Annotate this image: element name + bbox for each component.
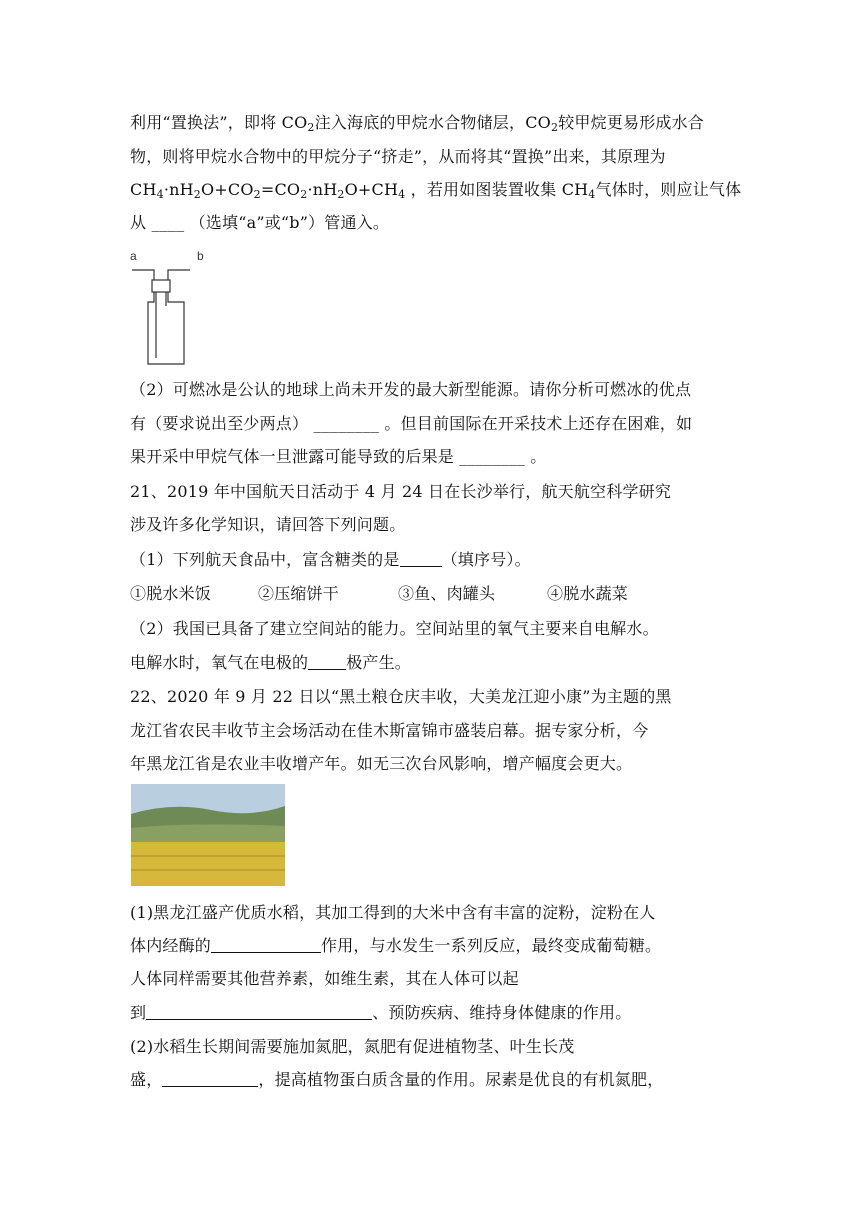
answer-blank[interactable] xyxy=(400,550,442,567)
question-22-heading: 22、2020 年 9 月 22 日以“黑土粮仓庆丰收，大美龙江迎小康”为主题的黑 xyxy=(130,687,672,706)
text-segment: 利用“置换法”，即将 CO xyxy=(130,113,308,132)
text-line xyxy=(130,112,740,139)
text-line: （2）可燃冰是公认的地球上尚未开发的最大新型能源。请你分析可燃冰的优点 xyxy=(130,380,692,399)
stopper xyxy=(152,280,170,292)
text-segment: ·nH xyxy=(307,180,338,199)
subscript: 2 xyxy=(300,188,308,201)
answer-blank[interactable]: ________ xyxy=(313,414,380,433)
text-segment: 电解水时，氧气在电极的 xyxy=(130,653,309,672)
text-line: 人体同样需要其他营养素，如维生素，其在人体可以起 xyxy=(130,969,519,988)
text-segment: 。但目前国际在开采技术上还存在困难，如 xyxy=(379,414,693,433)
subscript: 2 xyxy=(253,188,261,201)
option-4: ④脱水蔬菜 xyxy=(547,584,629,603)
text-segment: 。 xyxy=(524,447,547,466)
tube-b-label: b xyxy=(197,249,204,263)
text-line: (1)黑龙江盛产优质水稻，其加工得到的大米中含有丰富的淀粉，淀粉在人 xyxy=(130,903,656,922)
subscript: 4 xyxy=(156,188,164,201)
text-segment: O+CH xyxy=(344,180,399,199)
subscript: 2 xyxy=(193,188,201,201)
text-segment: 到 xyxy=(130,1003,147,1022)
text-line xyxy=(130,446,740,468)
text-line: 年黑龙江省是农业丰收增产年。如无三次台风影响，增产幅度会更大。 xyxy=(130,754,633,773)
tube-a xyxy=(132,270,154,280)
text-line xyxy=(130,413,740,435)
text-segment: 果开采中甲烷气体一旦泄露可能导致的后果是 xyxy=(130,447,460,466)
text-segment: 从 xyxy=(130,213,152,232)
text-line: 龙江省农民丰收节主会场活动在佳木斯富锦市盛装启幕。据专家分析，今 xyxy=(130,721,649,740)
tube-a-label: a xyxy=(130,249,137,263)
crop-field xyxy=(131,842,285,886)
question-21-heading: 21、2019 年中国航天日活动于 4 月 24 日在长沙举行，航天航空科学研究 xyxy=(130,482,672,501)
subscript: 2 xyxy=(337,188,345,201)
option-3: ③鱼、肉罐头 xyxy=(398,584,496,603)
text-line xyxy=(130,935,740,957)
text-segment: 注入海底的甲烷水合物储层，CO xyxy=(314,113,551,132)
text-segment: ·nH xyxy=(163,180,194,199)
text-segment: 极产生。 xyxy=(346,653,412,672)
text-segment: =CO xyxy=(260,180,301,199)
text-segment: 作用，与水发生一系列反应，最终变成葡萄糖。 xyxy=(321,936,662,955)
text-segment: 体内经酶的 xyxy=(130,936,212,955)
option-2: ②压缩饼干 xyxy=(258,584,340,603)
meadow xyxy=(131,824,285,844)
text-segment: ，若用如图装置收集 CH xyxy=(405,180,589,199)
text-segment: 盛， xyxy=(130,1070,163,1089)
text-segment: ，提高植物蛋白质含量的作用。尿素是优良的有机氮肥， xyxy=(258,1070,664,1089)
subscript: 4 xyxy=(398,188,406,201)
answer-blank[interactable] xyxy=(162,1070,258,1087)
answer-blank[interactable]: ____ xyxy=(151,213,185,232)
text-segment: 较甲烷更易形成水合 xyxy=(558,113,704,132)
option-1: ①脱水米饭 xyxy=(130,584,212,603)
tube-b xyxy=(168,270,190,280)
text-segment: 气体时，则应让气体 xyxy=(595,180,742,199)
text-line: 物，则将甲烷水合物中的甲烷分子“挤走”，从而将其“置换”出来，其原理为 xyxy=(130,147,666,166)
text-segment: （1）下列航天食品中，富含糖类的是 xyxy=(130,550,400,569)
rice-field-photo xyxy=(131,784,285,886)
answer-blank[interactable] xyxy=(308,653,346,670)
text-line xyxy=(130,549,740,571)
gas-bottle-figure xyxy=(128,246,204,368)
text-line: (2)水稻生长期间需要施加氮肥，氮肥有促进植物茎、叶生长茂 xyxy=(130,1037,575,1056)
text-segment: 有（要求说出至少两点） xyxy=(130,414,314,433)
text-segment: 、预防疾病、维持身体健康的作用。 xyxy=(372,1003,632,1022)
text-line xyxy=(130,1002,740,1024)
text-line: （2）我国已具备了建立空间站的能力。空间站里的氧气主要来自电解水。 xyxy=(130,619,659,638)
subscript: 2 xyxy=(550,121,559,134)
text-segment: （填序号）。 xyxy=(441,550,531,569)
text-line: 涉及许多化学知识，请回答下列问题。 xyxy=(130,515,406,534)
chemical-equation-line xyxy=(130,179,740,206)
text-segment: （选填“a”或“b”）管通入。 xyxy=(184,213,390,232)
answer-blank[interactable] xyxy=(211,936,321,953)
answer-blank[interactable]: ________ xyxy=(459,447,525,466)
text-segment: O+CO xyxy=(200,180,254,199)
subscript: 2 xyxy=(307,121,315,134)
text-line xyxy=(130,1069,740,1091)
subscript: 4 xyxy=(588,188,596,201)
text-line xyxy=(130,652,740,674)
text-segment: CH xyxy=(130,180,157,199)
text-line xyxy=(130,212,740,234)
answer-blank[interactable] xyxy=(146,1003,372,1020)
